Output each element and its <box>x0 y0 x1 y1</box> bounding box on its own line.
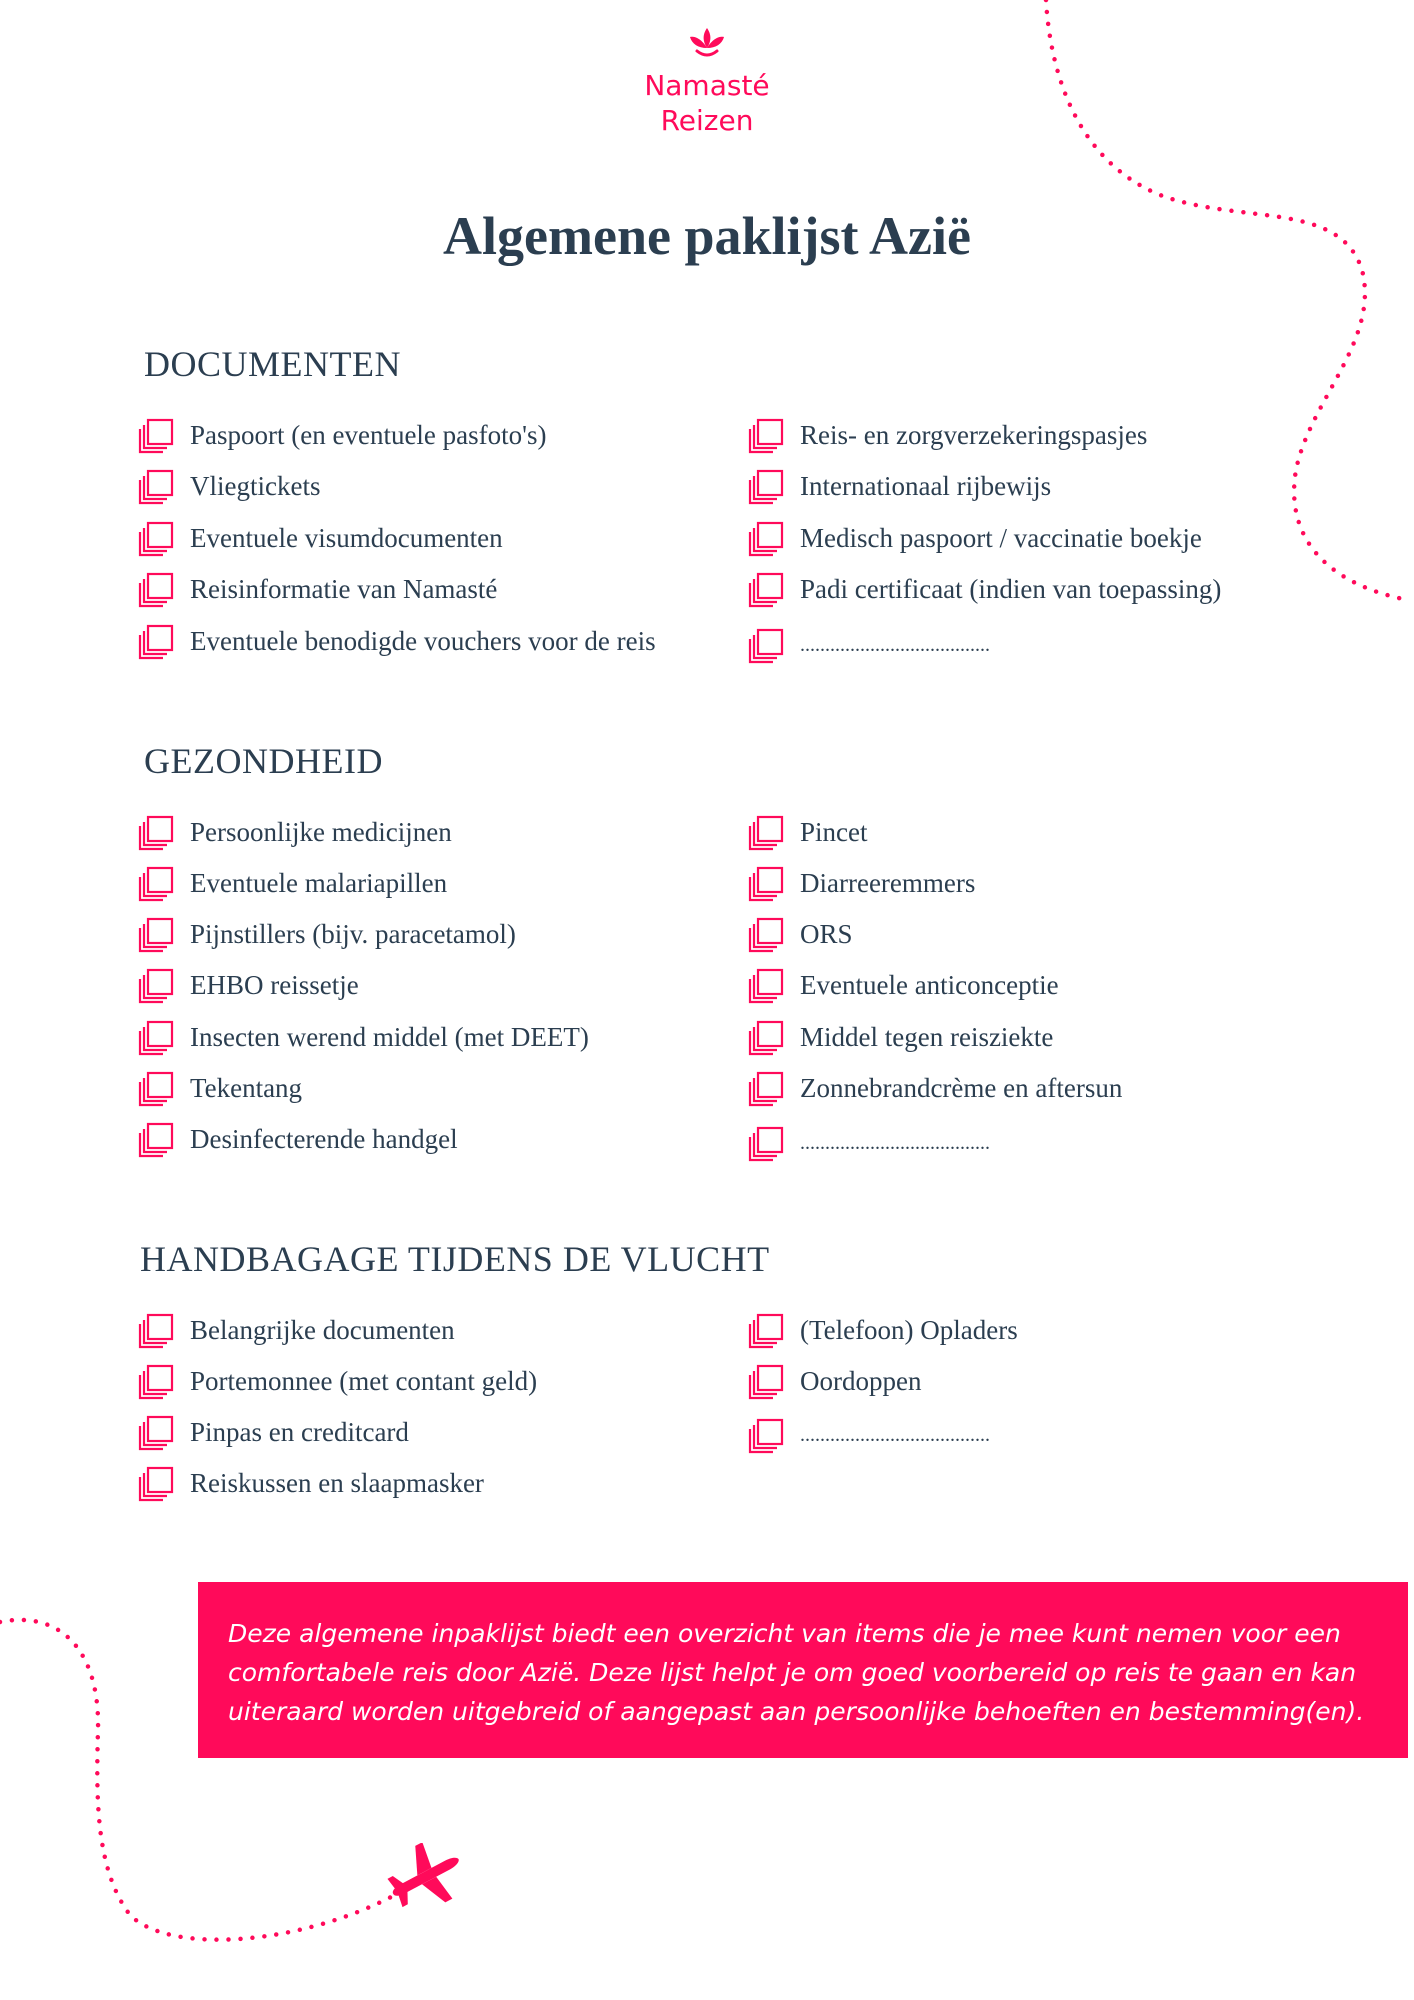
checklist-item[interactable] <box>138 863 447 903</box>
item-label: (Telefoon) Opladers <box>800 1314 1018 1345</box>
checklist-item[interactable] <box>748 569 1221 609</box>
blank-line[interactable]: ...................................... <box>800 1423 990 1446</box>
section-heading-handbagage: HANDBAGAGE TIJDENS DE VLUCHT <box>140 1239 770 1279</box>
blank-line[interactable]: ...................................... <box>800 633 990 656</box>
checklist-item[interactable] <box>138 1017 589 1057</box>
checklist-item[interactable] <box>748 965 1059 1005</box>
checklist-item[interactable] <box>748 1361 921 1401</box>
checkbox-icon[interactable] <box>748 966 786 1004</box>
checklist-item[interactable] <box>748 466 1051 506</box>
checkbox-icon[interactable] <box>138 966 176 1004</box>
checkbox-icon[interactable] <box>748 570 786 608</box>
checklist-item[interactable] <box>138 914 516 954</box>
checklist-item[interactable] <box>138 569 497 609</box>
item-label: Internationaal rijbewijs <box>800 470 1052 501</box>
checklist-item[interactable] <box>138 1119 458 1159</box>
item-label: Eventuele benodigde vouchers voor de reis <box>190 625 656 656</box>
item-label: Medisch paspoort / vaccinatie boekje <box>800 522 1202 553</box>
checkbox-icon[interactable] <box>138 1120 176 1158</box>
info-note-text: Deze algemene inpaklijst biedt een overzicht van items die je mee kunt nemen voor een comfortabele reis door Azië. Deze lijst helpt je om goed voorbereid op reis te gaan en kan uiteraard worden uitgebreid of aangepast aan persoonlijke behoeften en bestemming(en). <box>228 1619 1365 1726</box>
checklist-item[interactable] <box>748 518 1202 558</box>
checklist-item-blank[interactable] <box>748 1123 990 1163</box>
section-heading-documenten: DOCUMENTEN <box>144 344 401 384</box>
checkbox-icon[interactable] <box>748 1124 786 1162</box>
item-label: Padi certificaat (indien van toepassing) <box>800 573 1222 604</box>
item-label: Eventuele anticonceptie <box>800 969 1059 1000</box>
checkbox-icon[interactable] <box>748 626 786 664</box>
item-label: Belangrijke documenten <box>190 1314 455 1345</box>
item-label: Paspoort (en eventuele pasfoto's) <box>190 419 547 450</box>
checklist-item[interactable] <box>138 1068 302 1108</box>
checkbox-icon[interactable] <box>748 864 786 902</box>
checkbox-icon[interactable] <box>138 570 176 608</box>
blank-line[interactable]: ...................................... <box>800 1131 990 1154</box>
item-label: Pincet <box>800 816 868 847</box>
checkbox-icon[interactable] <box>138 1362 176 1400</box>
checkbox-icon[interactable] <box>138 813 176 851</box>
checkbox-icon[interactable] <box>138 416 176 454</box>
item-label: Eventuele visumdocumenten <box>190 522 503 553</box>
checklist-item[interactable] <box>138 518 503 558</box>
item-label: EHBO reissetje <box>190 969 359 1000</box>
checkbox-icon[interactable] <box>748 467 786 505</box>
checkbox-icon[interactable] <box>748 813 786 851</box>
checkbox-icon[interactable] <box>138 1018 176 1056</box>
item-label: Persoonlijke medicijnen <box>190 816 452 847</box>
checklist-item[interactable] <box>748 812 868 852</box>
checklist-item[interactable] <box>138 1361 537 1401</box>
item-label: Diarreeremmers <box>800 867 976 898</box>
page-title: Algemene paklijst Azië <box>443 206 971 266</box>
checklist-item[interactable] <box>748 1310 1018 1350</box>
checklist-item[interactable] <box>138 1412 409 1452</box>
checklist-item[interactable] <box>748 415 1147 455</box>
item-label: Tekentang <box>190 1072 303 1103</box>
checklist-item-blank[interactable] <box>748 625 990 665</box>
checkbox-icon[interactable] <box>138 915 176 953</box>
brand-logo <box>0 26 1414 138</box>
checkbox-icon[interactable] <box>138 519 176 557</box>
checklist-item[interactable] <box>748 863 975 903</box>
checklist-item[interactable] <box>138 812 452 852</box>
checkbox-icon[interactable] <box>748 1362 786 1400</box>
item-label: Desinfecterende handgel <box>190 1123 458 1154</box>
item-label: Portemonnee (met contant geld) <box>190 1365 538 1396</box>
info-note <box>198 1582 1408 1758</box>
checkbox-icon[interactable] <box>748 416 786 454</box>
item-label: Pinpas en creditcard <box>190 1416 409 1447</box>
brand-name-line2: Reizen <box>660 104 754 137</box>
checkbox-icon[interactable] <box>138 1413 176 1451</box>
item-label: Oordoppen <box>800 1365 922 1396</box>
checklist-item[interactable] <box>138 965 359 1005</box>
checklist-item[interactable] <box>748 1017 1053 1057</box>
checkbox-icon[interactable] <box>138 1464 176 1502</box>
item-label: Insecten werend middel (met DEET) <box>190 1021 589 1052</box>
checkbox-icon[interactable] <box>748 1018 786 1056</box>
checkbox-icon[interactable] <box>748 1311 786 1349</box>
checklist-item[interactable] <box>138 1310 455 1350</box>
checklist-item-blank[interactable] <box>748 1415 990 1455</box>
checkbox-icon[interactable] <box>138 1069 176 1107</box>
item-label: ORS <box>800 918 853 949</box>
checklist-item[interactable] <box>138 466 320 506</box>
checkbox-icon[interactable] <box>138 467 176 505</box>
checkbox-icon[interactable] <box>138 864 176 902</box>
checklist-item[interactable] <box>138 415 547 455</box>
lotus-icon <box>687 26 727 62</box>
item-label: Pijnstillers (bijv. paracetamol) <box>190 918 516 949</box>
checkbox-icon[interactable] <box>748 1069 786 1107</box>
section-heading-gezondheid: GEZONDHEID <box>144 741 383 781</box>
item-label: Zonnebrandcrème en aftersun <box>800 1072 1123 1103</box>
checkbox-icon[interactable] <box>748 915 786 953</box>
checkbox-icon[interactable] <box>748 1416 786 1454</box>
item-label: Vliegtickets <box>190 470 321 501</box>
item-label: Reisinformatie van Namasté <box>190 573 498 604</box>
item-label: Reis- en zorgverzekeringspasjes <box>800 419 1148 450</box>
checklist-item[interactable] <box>748 1068 1122 1108</box>
item-label: Reiskussen en slaapmasker <box>190 1467 484 1498</box>
checkbox-icon[interactable] <box>138 1311 176 1349</box>
checkbox-icon[interactable] <box>138 622 176 660</box>
checklist-item[interactable] <box>138 621 656 661</box>
brand-name-line1: Namasté <box>644 69 770 102</box>
checkbox-icon[interactable] <box>748 519 786 557</box>
checklist-item[interactable] <box>138 1463 484 1503</box>
checklist-item[interactable] <box>748 914 853 954</box>
item-label: Middel tegen reisziekte <box>800 1021 1054 1052</box>
item-label: Eventuele malariapillen <box>190 867 448 898</box>
airplane-icon <box>385 1843 465 1911</box>
